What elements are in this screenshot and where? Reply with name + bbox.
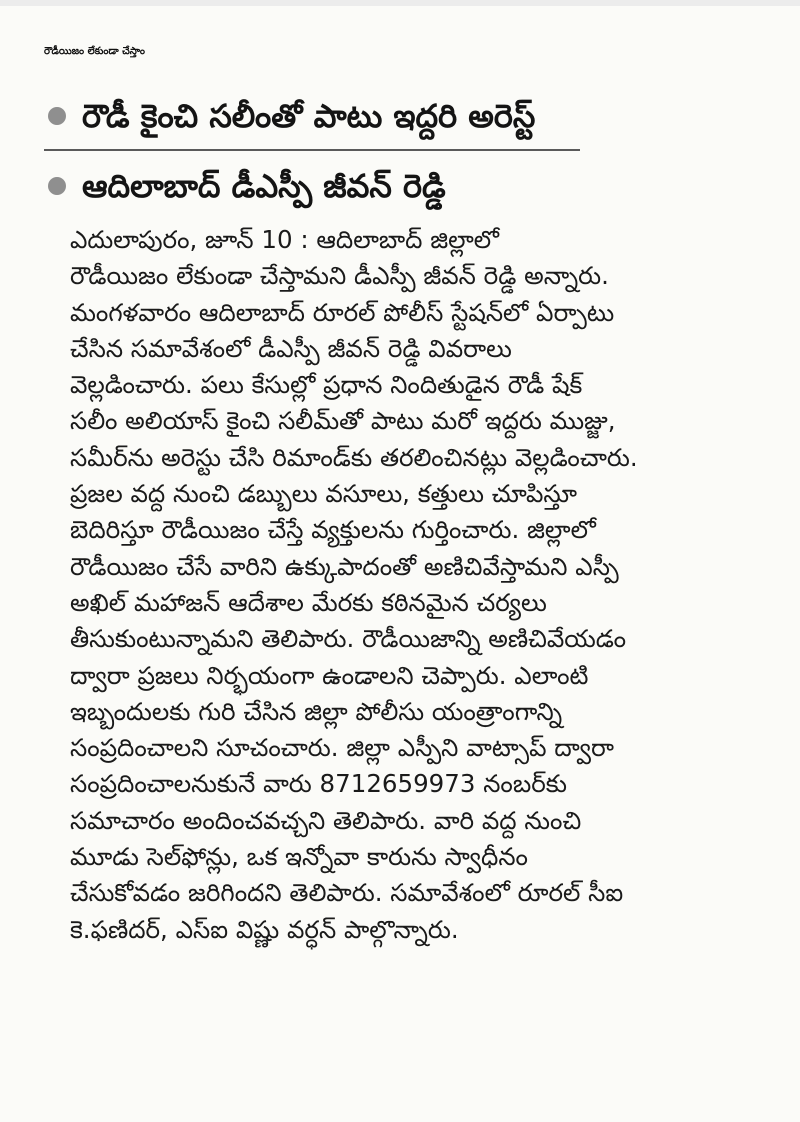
body-line: మూడు సెల్‌ఫోన్లు, ఒక ఇన్నోవా కారును స్వాధీనం — [70, 842, 528, 872]
body-line: సంప్రదించాలని సూచంచారు. జిల్లా ఎస్పీని వాట్సాప్ ద్వారా — [70, 733, 614, 763]
bullet-dot-icon — [48, 177, 66, 195]
subheading-2 — [48, 164, 768, 208]
body-line: తీసుకుంటున్నామని తెలిపారు. రౌడీయిజాన్ని అణిచివేయడం — [70, 624, 626, 654]
body-line: ఇబ్బందులకు గురి చేసిన జిల్లా పోలీసు యంత్రాంగాన్ని — [70, 696, 563, 726]
subheading-1-text: రౌడీ కైంచి సలీంతో పాటు ఇద్దరి అరెస్ట్ — [82, 97, 536, 135]
body-line: వెల్లడించారు. పలు కేసుల్లో ప్రధాన నిందితుడైన రౌడీ షేక్ — [70, 370, 583, 400]
article-headline: రౌడీయిజం లేకుండా చేస్తాం — [44, 46, 145, 57]
body-line: సమీర్‌ను అరెస్టు చేసి రిమాండ్‌కు తరలించినట్లు వెల్లడించారు. — [70, 442, 638, 472]
subheading-1 — [48, 94, 768, 138]
body-line: సలీం అలియాస్ కైంచి సలీమ్‌తో పాటు మరో ఇద్దరు ముజ్జు, — [70, 406, 616, 436]
article-body — [70, 222, 698, 948]
top-border — [0, 0, 800, 6]
body-line: కె.ఫణిదర్, ఎస్ఐ విష్ణు వర్ధన్ పాల్గొన్నారు. — [70, 914, 459, 944]
body-line: సంప్రదించాలనుకునే వారు 8712659973 నంబర్‌కు — [70, 769, 568, 799]
subheading-divider — [44, 149, 580, 151]
subheading-2-text: ఆదిలాబాద్ డీఎస్పీ జీవన్ రెడ్డి — [82, 167, 446, 205]
body-line: ప్రజల వద్ద నుంచి డబ్బులు వసూలు, కత్తులు చూపిస్తూ — [70, 479, 577, 509]
body-line: రౌడీయిజం చేసే వారిని ఉక్కుపాదంతో అణిచివేస్తామని ఎస్పీ — [70, 551, 619, 581]
body-line: చేసుకోవడం జరిగిందని తెలిపారు. సమావేశంలో రూరల్ సీఐ — [70, 878, 624, 908]
body-line: చేసిన సమావేశంలో డీఎస్పీ జీవన్ రెడ్డి వివరాలు — [70, 333, 512, 363]
body-line: ఎదులాపురం, జూన్ 10 : ఆదిలాబాద్ జిల్లాలో — [70, 225, 499, 254]
body-line: ద్వారా ప్రజలు నిర్భయంగా ఉండాలని చెప్పారు. ఎలాంటి — [70, 660, 589, 690]
body-line: సమాచారం అందించవచ్చని తెలిపారు. వారి వద్ద నుంచి — [70, 805, 582, 835]
body-line: అఖిల్ మహాజన్ ఆదేశాల మేరకు కఠినమైన చర్యలు — [70, 587, 547, 617]
bullet-dot-icon — [48, 107, 66, 125]
body-line: రౌడీయిజం లేకుండా చేస్తామని డీఎస్పీ జీవన్ రెడ్డి అన్నారు. — [70, 261, 609, 291]
body-line: మంగళవారం ఆదిలాబాద్ రూరల్ పోలీస్ స్టేషన్‌లో ఏర్పాటు — [70, 297, 615, 327]
body-line: బెదిరిస్తూ రౌడీయిజం చేస్తే వ్యక్తులను గుర్తించారు. జిల్లాలో — [70, 515, 596, 545]
